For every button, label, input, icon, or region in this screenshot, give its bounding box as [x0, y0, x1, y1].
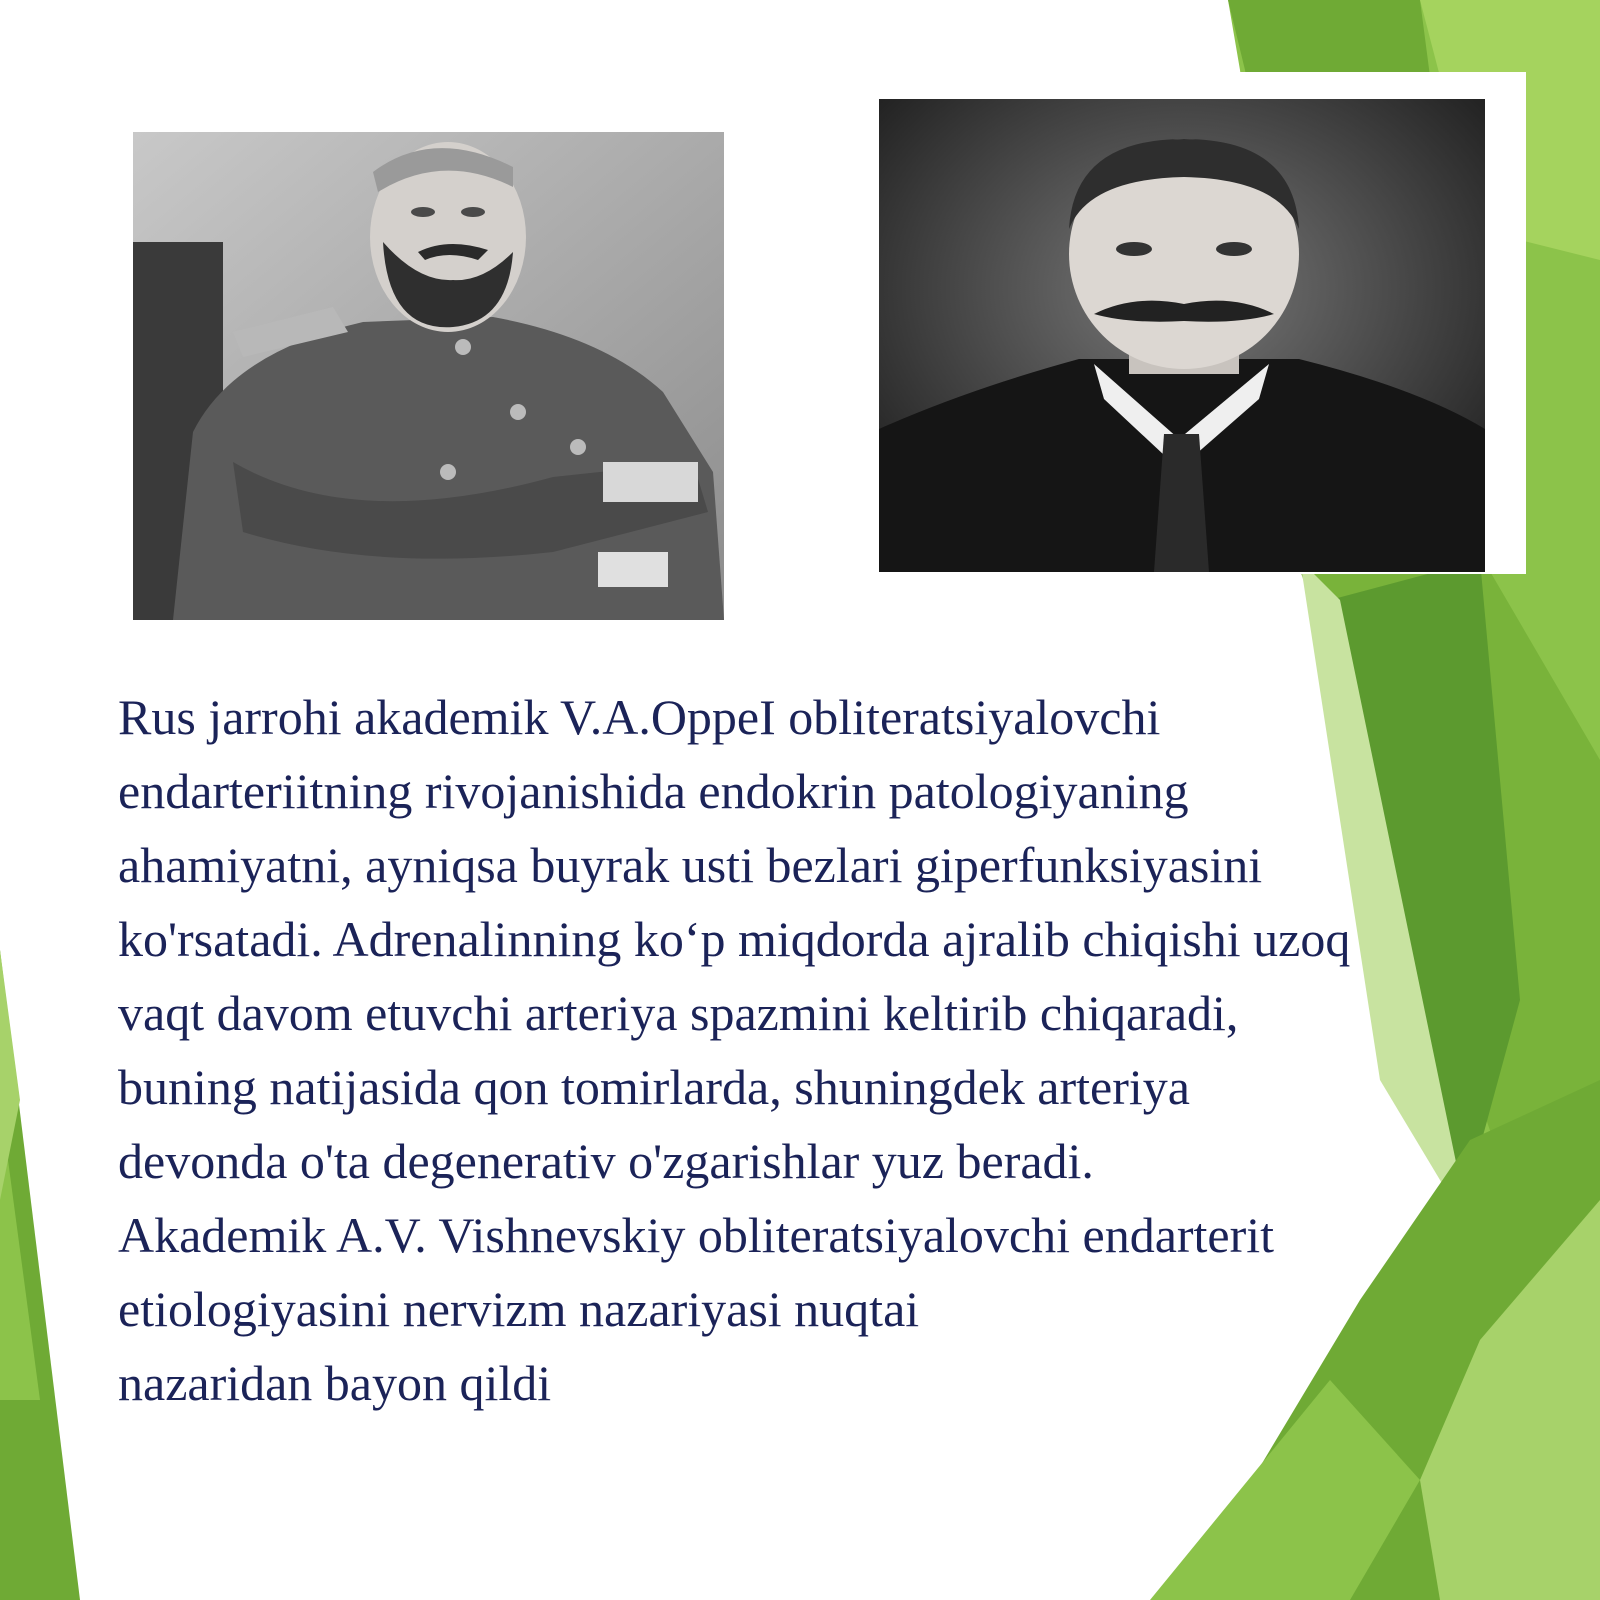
portrait-photo-right — [879, 99, 1485, 572]
portrait-photo-left — [133, 132, 724, 620]
body-paragraph: Rus jarrohi akademik V.A.OppeI obliteratsiyalovchi endarteriitning rivojanishida endokrin patologiyaning ahamiyatni, ayniqsa buyrak usti bezlari giperfunksiyasini ko'rsatadi. Adrenalinning ko‘p miqdorda ajralib chiqishi uzoq vaqt davom etuvchi arteriya spazmini keltirib chiqaradi, buning natijasida qon tomirlarda, shuningdek arteriya devonda o'ta degenerativ o'zgarishlar yuz beradi. Akademik A.V. Vishnevskiy obliteratsiyalovchi endarterit etiologiyasini nervizm nazariyasi nuqtai nazaridan bayon qildi — [118, 689, 1351, 1411]
portrait-suit-mustache — [879, 99, 1485, 572]
portrait-military-uniform — [133, 132, 724, 620]
